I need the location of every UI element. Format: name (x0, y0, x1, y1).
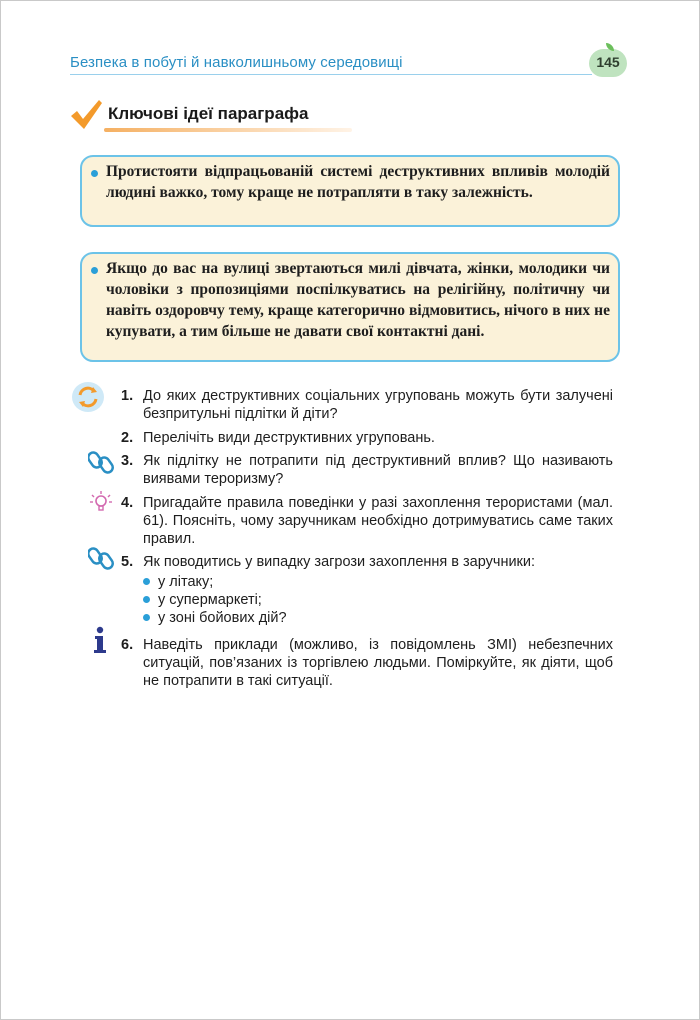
question-text: Як підлітку не потрапити під деструктивний вплив? Що називають виявами тероризму? (143, 453, 613, 487)
question-item (121, 553, 613, 627)
page-number: 145 (596, 54, 620, 70)
sub-list-text: у супермаркеті; (158, 592, 262, 608)
key-idea-text: Якщо до вас на вулиці звертаються милі дівчата, жінки, молодики чи чоловіки з пропозиціями поспілкуватись на релігійну, політичну чи навіть оздоровчу тему, краще категорично відмовитись, нічого в них не купувати, а тим більше не давати свої контактні дані. (106, 260, 610, 340)
bullet-dot (91, 267, 98, 274)
sub-list (143, 573, 613, 627)
info-icon (92, 626, 108, 654)
bullet-dot (143, 596, 150, 603)
key-idea-box (80, 252, 620, 362)
question-text: Наведіть приклади (можливо, із повідомлень ЗМІ) небезпечних ситуацій, пов’язаних із торгівлею людьми. Поміркуйте, як діяти, щоб не потрапити в такі ситуації. (143, 637, 613, 689)
question-number: 6. (121, 637, 134, 653)
question-text: До яких деструктивних соціальних угруповань можуть бути залучені безпритульні підлітки й діти? (143, 388, 613, 422)
question-item (121, 636, 613, 690)
header-rule (70, 74, 592, 75)
question-number: 4. (121, 495, 134, 511)
running-head: Безпека в побуті й навколишньому середовищі (70, 54, 403, 71)
question-text: Як поводитись у випадку загрози захоплення в заручники: (143, 554, 536, 570)
question-number: 3. (121, 453, 134, 469)
sub-list-item (143, 573, 613, 591)
question-text: Перелічіть види деструктивних угруповань. (143, 430, 435, 446)
refresh-arrows-icon (71, 381, 105, 413)
chain-link-icon (88, 449, 114, 475)
sub-list-item (143, 591, 613, 609)
key-idea-text: Протистояти відпрацьованій системі деструктивних впливів молодій людині важко, тому краще не потрапляти в таку залежність. (106, 163, 610, 201)
checkmark-icon (68, 97, 104, 133)
key-ideas-title: Ключові ідеї параграфа (108, 104, 309, 123)
sub-list-text: у зоні бойових дій? (158, 610, 287, 626)
bullet-dot (143, 578, 150, 585)
key-idea-box (80, 155, 620, 227)
page-number-badge (589, 49, 627, 77)
question-text: Пригадайте правила поведінки у разі захоплення терористами (мал. 61). Поясніть, чому заручникам необхідно дотримуватись саме таких правил. (143, 495, 613, 547)
question-item (121, 494, 613, 548)
question-item (121, 387, 613, 423)
question-item (121, 429, 613, 447)
sub-list-item (143, 609, 613, 627)
sub-list-text: у літаку; (158, 574, 214, 590)
bullet-dot (91, 170, 98, 177)
question-number: 1. (121, 388, 134, 404)
question-item (121, 452, 613, 488)
lightbulb-icon (89, 490, 113, 516)
bullet-dot (143, 614, 150, 621)
chain-link-icon (88, 545, 114, 571)
question-number: 2. (121, 430, 134, 446)
question-number: 5. (121, 554, 134, 570)
key-ideas-underline (104, 128, 352, 132)
